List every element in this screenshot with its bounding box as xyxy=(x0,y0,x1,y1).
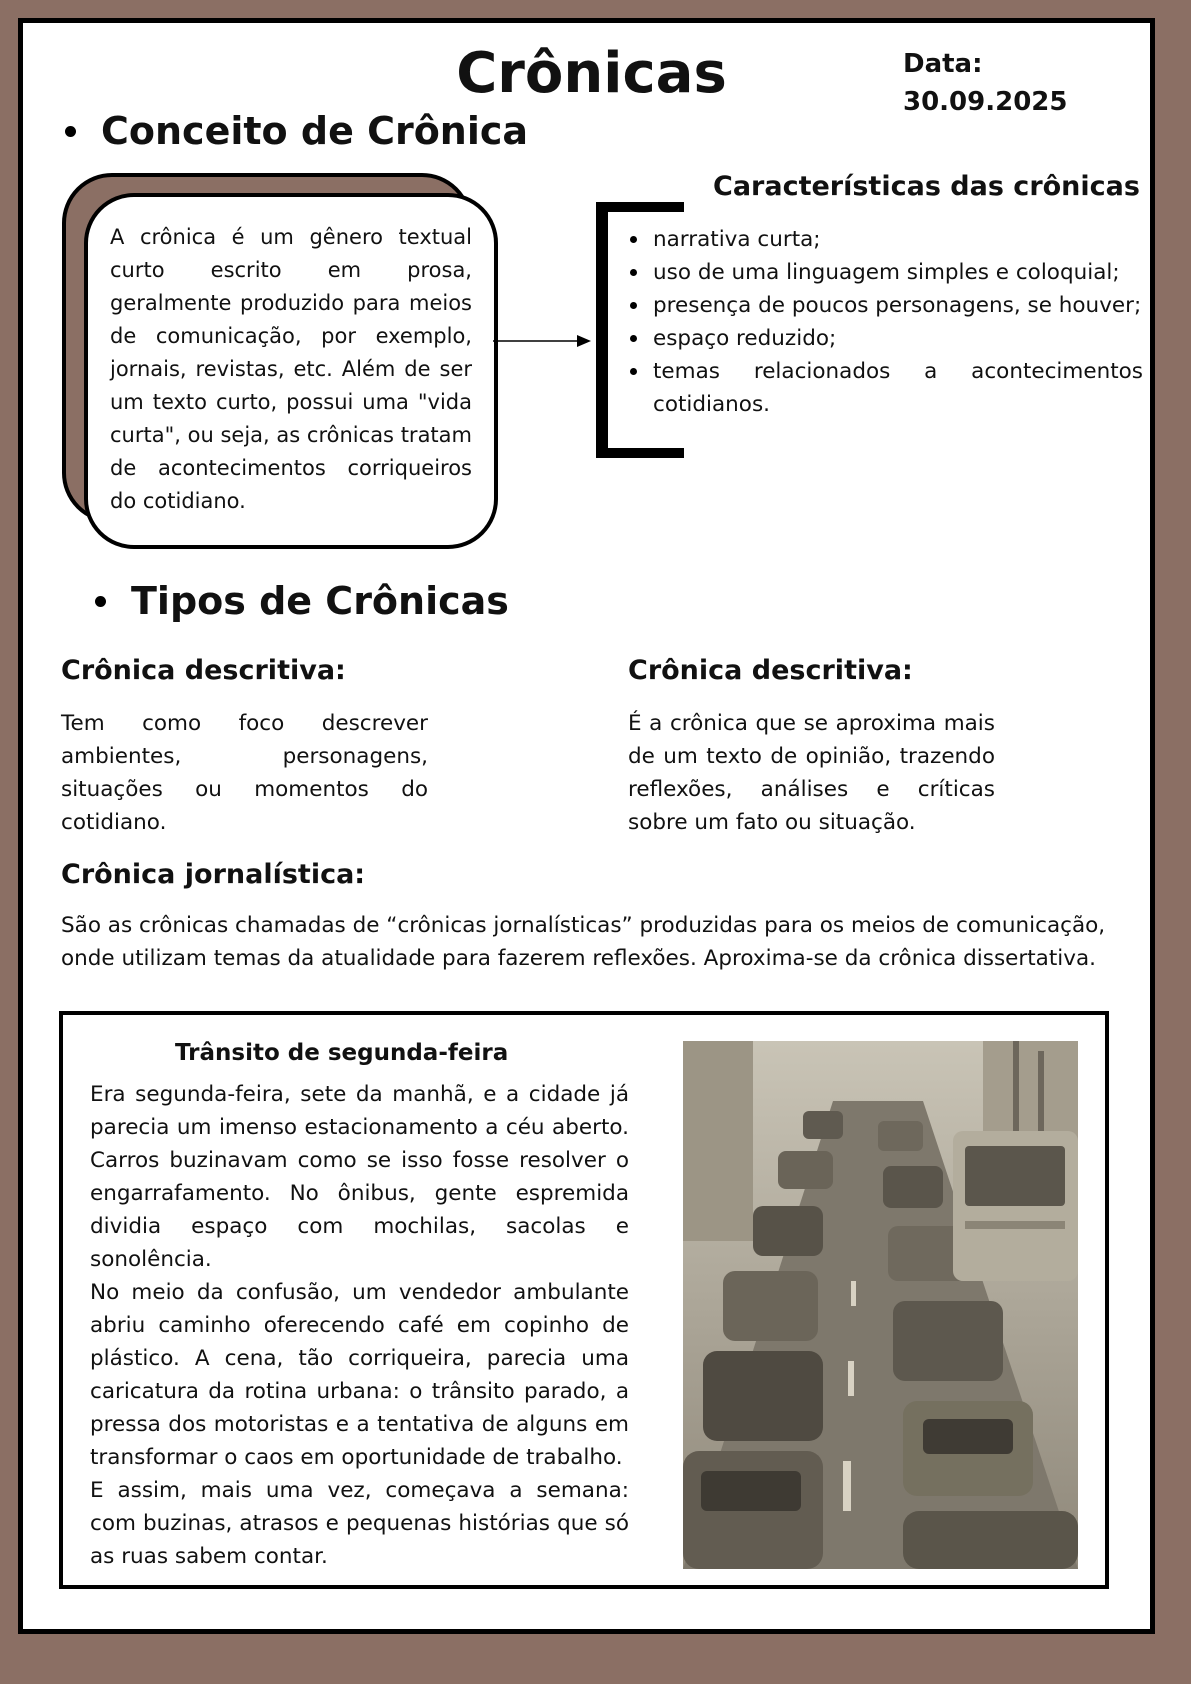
list-item: temas relacionados a acontecimentos cotidianos. xyxy=(626,355,1143,421)
types-heading xyxy=(95,579,509,623)
date-block xyxy=(903,45,1067,121)
type-title: Crônica descritiva: xyxy=(628,655,913,686)
page-title: Crônicas xyxy=(456,41,727,106)
list-item: narrativa curta; xyxy=(626,223,1143,256)
concept-heading-text: Conceito de Crônica xyxy=(101,109,529,153)
story-paragraph: No meio da confusão, um vendedor ambulante abriu caminho oferecendo café em copinho de plástico. A cena, tão corriqueira, parecia uma caricatura da rotina urbana: o trânsito parado, a pressa dos motoristas e a tentativa de alguns em transformar o caos em oportunidade de trabalho. xyxy=(90,1280,629,1470)
story-paragraph: Era segunda-feira, sete da manhã, e a cidade já parecia um imenso estacionamento a céu aberto. Carros buzinavam como se isso fosse resolver o engarrafamento. No ônibus, gente espremida dividia espaço com mochilas, sacolas e sonolência. xyxy=(90,1082,629,1272)
list-item: uso de uma linguagem simples e coloquial; xyxy=(626,256,1143,289)
date-label: Data: xyxy=(903,49,983,79)
traffic-photo xyxy=(683,1041,1078,1569)
type-text: É a crônica que se aproxima mais de um texto de opinião, trazendo reflexões, análises e críticas sobre um fato ou situação. xyxy=(628,711,995,835)
arrow-right-icon xyxy=(493,331,593,351)
concept-text: A crônica é um gênero textual curto escrito em prosa, geralmente produzido para meios de comunicação, por exemplo, jornais, revistas, etc. Além de ser um texto curto, possui uma "vida curta", ou seja, as crônicas tratam de acontecimentos corriqueiros do cotidiano. xyxy=(110,225,472,513)
bracket-side xyxy=(596,202,608,458)
bullet-icon xyxy=(95,596,106,607)
concept-card xyxy=(84,193,498,549)
characteristics-title: Características das crônicas xyxy=(713,171,1140,202)
story-paragraph: E assim, mais uma vez, começava a semana: com buzinas, atrasos e pequenas histórias que só as ruas sabem contar. xyxy=(90,1478,629,1569)
type-text: Tem como foco descrever ambientes, personagens, situações ou momentos do cotidiano. xyxy=(61,711,428,835)
types-heading-text: Tipos de Crônicas xyxy=(131,579,509,623)
type-title: Crônica jornalística: xyxy=(61,859,366,890)
list-item: espaço reduzido; xyxy=(626,322,1143,355)
concept-heading xyxy=(65,109,528,153)
type-title: Crônica descritiva: xyxy=(61,655,346,686)
type-text: São as crônicas chamadas de “crônicas jornalísticas” produzidas para os meios de comunicação, onde utilizam temas da atualidade para fazerem reflexões. Aproxima-se da crônica dissertativa. xyxy=(61,913,1106,971)
bracket-bottom xyxy=(596,448,684,458)
bullet-icon xyxy=(65,126,76,137)
story-title: Trânsito de segunda-feira xyxy=(175,1040,509,1066)
list-item: presença de poucos personagens, se houver; xyxy=(626,289,1143,322)
story-text xyxy=(90,1078,629,1573)
date-value: 30.09.2025 xyxy=(903,87,1068,117)
bracket-top xyxy=(596,202,684,212)
worksheet-page xyxy=(18,18,1155,1634)
characteristics-list xyxy=(626,223,1143,421)
